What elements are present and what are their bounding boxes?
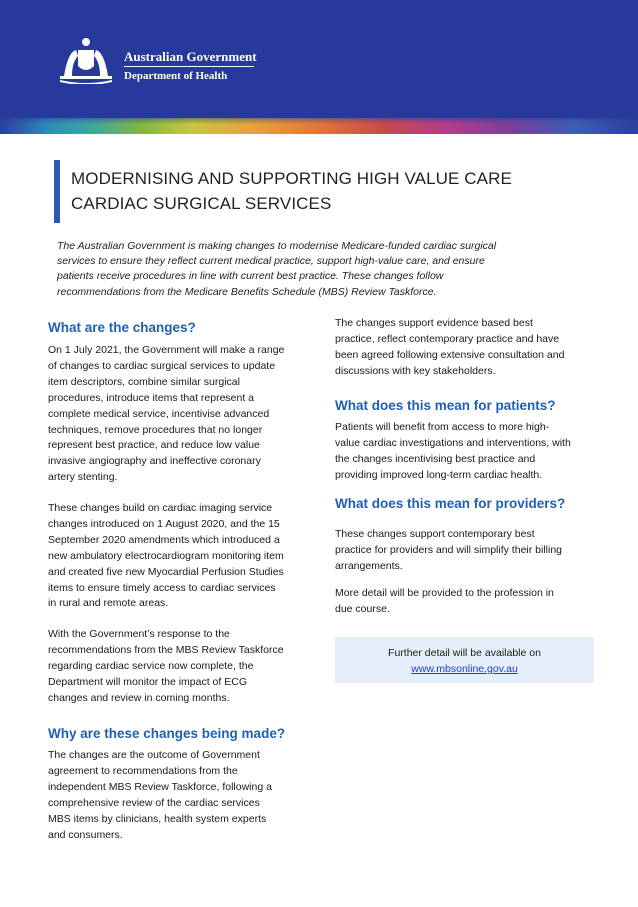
text-line: represent best practice, and reduce low value [48, 439, 260, 452]
text-line: item descriptors, combine similar surgical [48, 375, 240, 388]
right-para-1 [335, 316, 605, 380]
dept-name: Department of Health [124, 70, 228, 82]
text-line: complete medical service, incentivise advanced [48, 407, 270, 420]
text-line: comprehensive review of the cardiac services [48, 796, 260, 809]
text-line: Patients will benefit from access to more high- [335, 421, 550, 433]
text-line: items to ensure timely access to cardiac services [48, 581, 276, 594]
title-accent-bar [54, 160, 60, 223]
text-line: and created five new Myocardial Perfusion Studies [48, 565, 284, 578]
callout-content [335, 645, 594, 677]
text-line: independent MBS Review Taskforce, following a [48, 780, 272, 793]
text-line: practice for providers and will simplify their billing [335, 543, 563, 556]
heading-providers: What does this mean for providers? [335, 496, 566, 511]
text-line: Department will monitor the impact of ECG [48, 675, 247, 688]
coat-of-arms-icon [54, 36, 118, 84]
right-para-2 [335, 420, 605, 484]
rainbow-fade [0, 112, 638, 124]
mbsonline-link[interactable]: www.mbsonline.gov.au [411, 663, 518, 675]
intro-line: recommendations from the Medicare Benefits Schedule (MBS) Review Taskforce. [57, 285, 437, 298]
text-line: procedures, introduce items that represent a [48, 391, 255, 404]
heading-what-changes: What are the changes? [48, 320, 196, 335]
text-line: new ambulatory electrocardiogram monitoring item [48, 549, 284, 562]
text-line: arrangements. [335, 559, 403, 572]
heading-patients: What does this mean for patients? [335, 398, 556, 413]
left-para-3 [48, 627, 318, 707]
intro-line: The Australian Government is making changes to modernise Medicare-funded cardiac surgical [57, 240, 497, 252]
text-line: practice, reflect contemporary practice and have [335, 332, 560, 345]
text-line: been agreed following extensive consultation and [335, 348, 565, 361]
logo-divider [124, 66, 254, 67]
text-line: artery stenting. [48, 471, 118, 484]
text-line: regarding cardiac service now complete, the [48, 659, 254, 672]
page-title [71, 166, 591, 216]
text-line: in rural and remote areas. [48, 597, 169, 610]
text-line: recommendations from the MBS Review Taskforce [48, 643, 284, 656]
text-line: These changes build on cardiac imaging service [48, 502, 273, 514]
text-line: the changes incentivising best practice and [335, 452, 536, 465]
text-line: The changes support evidence based best [335, 317, 533, 329]
text-line: of changes to cardiac surgical services to update [48, 359, 276, 372]
text-line: MBS items by clinicians, health system experts [48, 812, 267, 825]
text-line: September 2020 amendments which introduced a [48, 533, 280, 546]
callout-text: Further detail will be available on [388, 647, 541, 659]
title-line: MODERNISING AND SUPPORTING HIGH VALUE CARE [71, 169, 512, 188]
text-line: agreement to recommendations from the [48, 764, 238, 777]
text-line: With the Government’s response to the [48, 628, 230, 640]
text-line: changes and review in coming months. [48, 691, 230, 704]
text-line: and consumers. [48, 828, 123, 841]
text-line: providing improved long-term cardiac health. [335, 468, 543, 481]
callout-box [335, 637, 594, 683]
text-line: On 1 July 2021, the Government will make a range [48, 344, 285, 356]
text-line: changes introduced on 1 August 2020, and the 15 [48, 517, 280, 530]
intro-paragraph [57, 239, 597, 300]
text-line: discussions with key stakeholders. [335, 364, 496, 377]
gov-name: Australian Government [124, 49, 257, 64]
text-line: More detail will be provided to the profession in [335, 587, 554, 599]
right-para-4 [335, 586, 605, 618]
title-line: CARDIAC SURGICAL SERVICES [71, 194, 332, 213]
text-line: These changes support contemporary best [335, 528, 535, 540]
left-para-1 [48, 343, 318, 486]
intro-line: services to ensure they reflect current medical practice, support high-value care, and ensure [57, 255, 485, 268]
text-line: invasive angiography and ineffective coronary [48, 455, 261, 468]
right-para-3 [335, 527, 605, 575]
left-para-4 [48, 748, 318, 843]
text-line: The changes are the outcome of Government [48, 749, 260, 761]
intro-line: patients receive procedures in line with current best practice. These changes follow [57, 270, 444, 283]
text-line: due course. [335, 602, 390, 615]
left-para-2 [48, 501, 318, 612]
text-line: techniques, remove procedures that no longer [48, 423, 263, 436]
heading-why-changes: Why are these changes being made? [48, 726, 286, 741]
text-line: value cardiac investigations and interventions, with [335, 436, 571, 449]
